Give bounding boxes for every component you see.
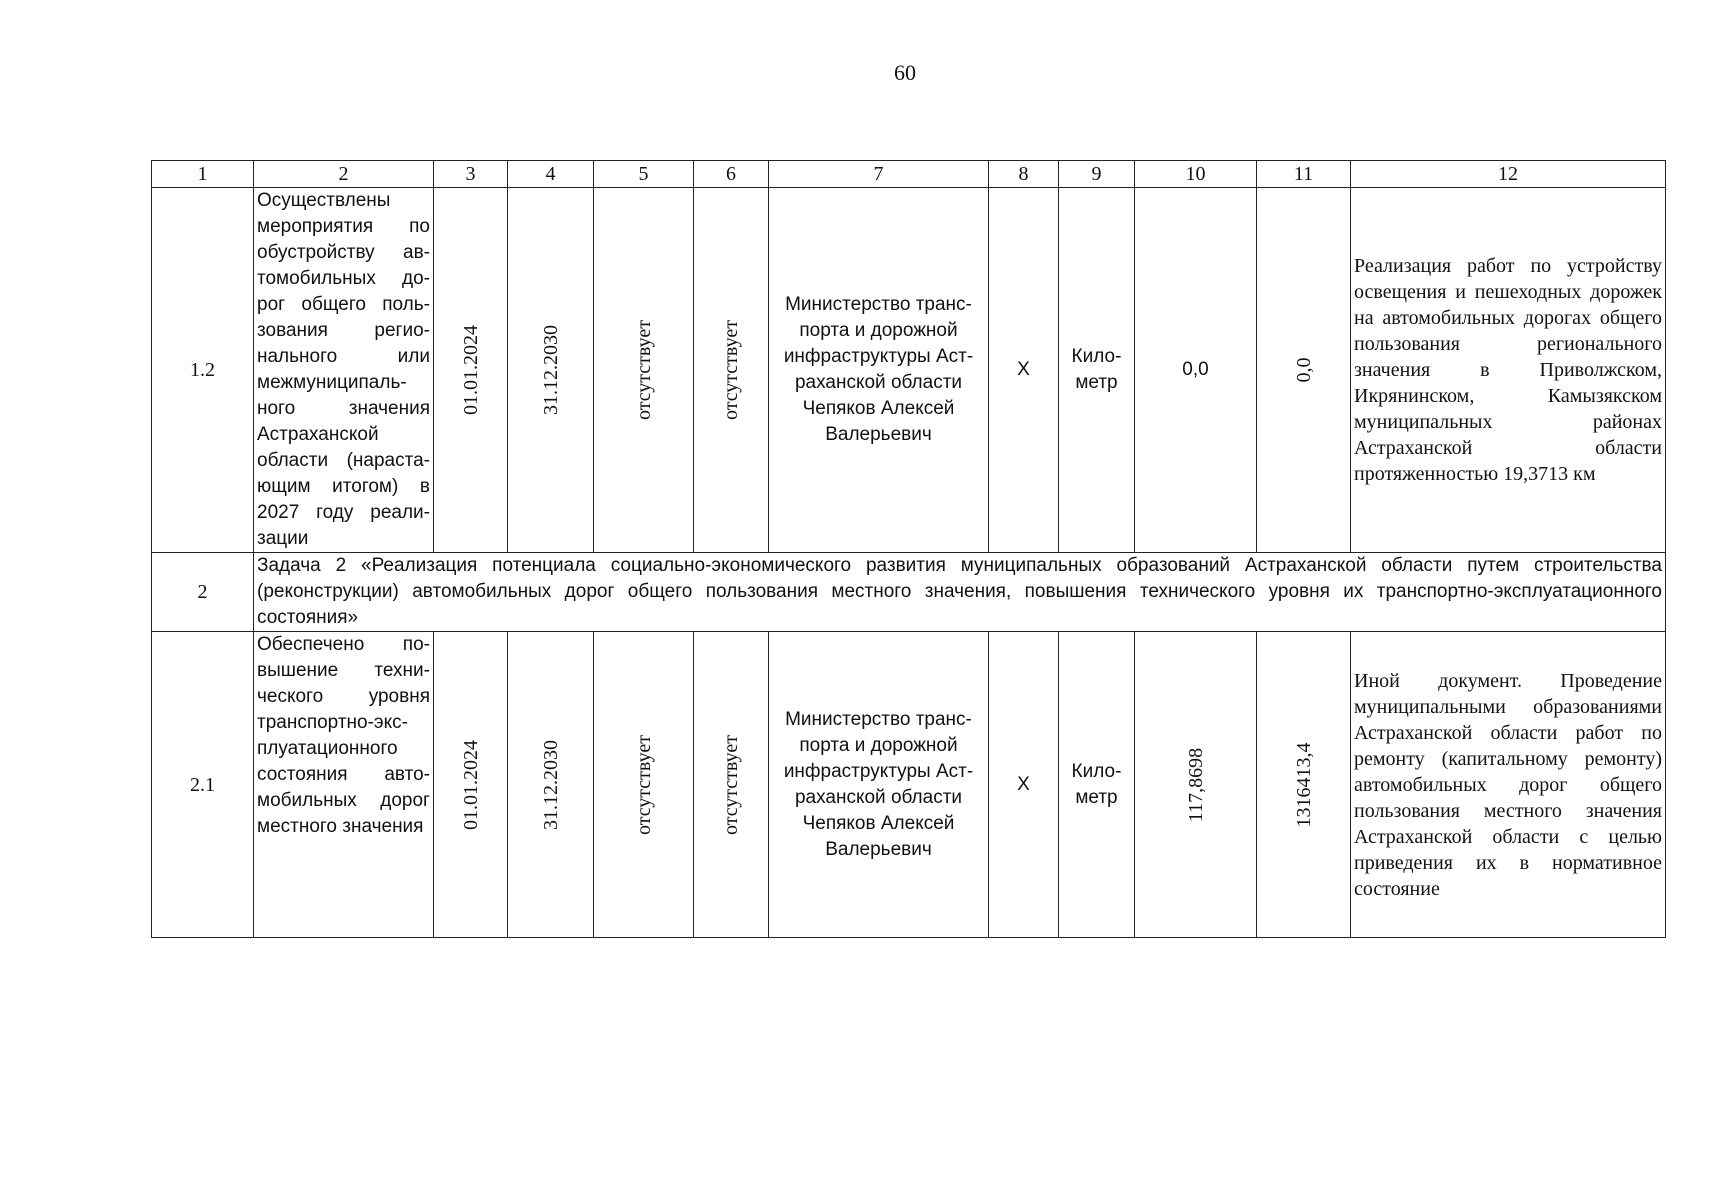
column-8-value: Х — [989, 632, 1059, 938]
column-6-cell — [694, 188, 769, 553]
end-date: 31.12.2030 — [539, 325, 562, 415]
start-date: 01.01.2024 — [459, 325, 482, 415]
column-number: 10 — [1135, 161, 1257, 188]
column-10-cell — [1135, 632, 1257, 938]
description: Реализация работ по устройству освещения и пешеходных дорожек на автомобильных дорогах общего пользования регионального значения в Приволжском, Икрянинском, Камызякском муниципальных районах Астраханской области протяженностью 19,3713 км — [1351, 188, 1666, 553]
column-6-value: отсутствует — [720, 734, 742, 835]
unit: Километр — [1059, 632, 1135, 938]
column-number: 11 — [1257, 161, 1351, 188]
task-text: Задача 2 «Реализация потенциала социально-экономического развития муниципальных образований Астраханской области путем строительства (реконструкции) автомобильных дорог общего пользования местного значения, повышения технического уровня их транспортно-эксплуатационного состояния» — [254, 553, 1666, 632]
column-number: 3 — [434, 161, 508, 188]
column-5-value: отсутствует — [632, 734, 655, 835]
row-number: 1.2 — [152, 188, 254, 553]
column-number-row — [152, 161, 1666, 188]
responsible: Министерство транспорта и дорожной инфраструктуры Астраханской области Чепяков Алексей Валерьевич — [769, 188, 989, 553]
column-number: 4 — [508, 161, 594, 188]
column-number: 1 — [152, 161, 254, 188]
indicator-name: Осуществлены мероприятия по обустройству автомобильных дорог общего пользования регионального или межмуниципального значения Астраханской области (нарастающим итогом) в 2027 году реализации — [254, 188, 434, 553]
description: Иной документ. Проведение муниципальными образованиями Астраханской области работ по ремонту (капитальному ремонту) автомобильных дорог общего пользования местного значения Астраханской области с целью приведения их в нормативное состояние — [1351, 632, 1666, 938]
column-6-cell — [694, 632, 769, 938]
column-5-value: отсутствует — [632, 319, 655, 421]
task-row — [152, 553, 1666, 632]
column-number: 5 — [594, 161, 694, 188]
column-11-cell — [1257, 188, 1351, 553]
column-number: 8 — [989, 161, 1059, 188]
column-number: 2 — [254, 161, 434, 188]
column-6-value: отсутствует — [720, 319, 742, 421]
column-number: 12 — [1351, 161, 1666, 188]
column-11-cell — [1257, 632, 1351, 938]
column-10-value: 117,8698 — [1184, 747, 1207, 822]
column-5-cell — [594, 632, 694, 938]
row-number: 2.1 — [152, 632, 254, 938]
column-10-value: 0,0 — [1135, 188, 1257, 553]
start-date-cell — [434, 188, 508, 553]
column-number: 9 — [1059, 161, 1135, 188]
indicator-name: Обеспечено повышение технического уровня транспортно-эксплуатационного состояния автомобильных дорог местного значения — [254, 632, 434, 938]
unit: Километр — [1059, 188, 1135, 553]
task-number: 2 — [152, 553, 254, 632]
column-5-cell — [594, 188, 694, 553]
column-number: 6 — [694, 161, 769, 188]
responsible: Министерство транспорта и дорожной инфраструктуры Астраханской области Чепяков Алексей Валерьевич — [769, 632, 989, 938]
page-number: 60 — [894, 60, 916, 85]
indicators-table — [151, 160, 1666, 938]
table-row — [152, 188, 1666, 553]
column-number: 7 — [769, 161, 989, 188]
end-date-cell — [508, 632, 594, 938]
end-date-cell — [508, 188, 594, 553]
table-row — [152, 632, 1666, 938]
start-date: 01.01.2024 — [459, 739, 482, 830]
end-date: 31.12.2030 — [539, 739, 562, 830]
column-8-value: Х — [989, 188, 1059, 553]
column-11-value: 0,0 — [1292, 357, 1315, 383]
start-date-cell — [434, 632, 508, 938]
column-11-value: 1316413,4 — [1292, 742, 1315, 827]
